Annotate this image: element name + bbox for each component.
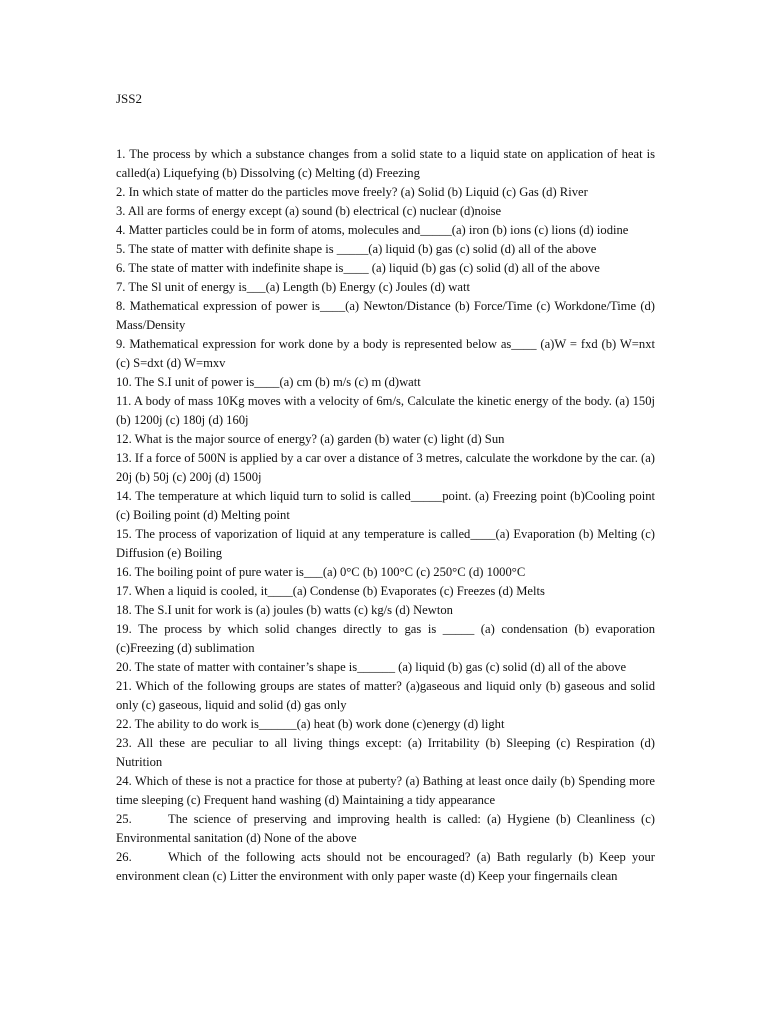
question-number: 2. — [116, 185, 126, 199]
question-number: 6. — [116, 261, 126, 275]
question-number: 26. — [116, 850, 132, 864]
question-number: 11. — [116, 394, 132, 408]
question-1 — [116, 145, 655, 183]
question-25 — [116, 810, 655, 848]
question-23 — [116, 734, 655, 772]
question-text: When a liquid is cooled, it____(a) Condense (b) Evaporates (c) Freezes (d) Melts — [134, 584, 545, 598]
question-21 — [116, 677, 655, 715]
question-11 — [116, 392, 655, 430]
question-text: The state of matter with definite shape is _____(a) liquid (b) gas (c) solid (d) all of the above — [128, 242, 597, 256]
question-number: 16. — [116, 565, 132, 579]
question-number: 19. — [116, 622, 132, 636]
question-2 — [116, 183, 655, 202]
question-19 — [116, 620, 655, 658]
question-text: Which of the following acts should not be encouraged? (a) Bath regularly (b) Keep your environment clean (c) Litter the environment with only paper waste (d) Keep your fingernails clean — [116, 850, 655, 883]
question-14 — [116, 487, 655, 525]
question-22 — [116, 715, 655, 734]
question-5 — [116, 240, 655, 259]
question-text: Which of the following groups are states of matter? (a)gaseous and liquid only (b) gaseous and solid only (c) gaseous, liquid and solid (d) gas only — [116, 679, 655, 712]
question-text: The process by which a substance changes from a solid state to a liquid state on application of heat is called(a) Liquefying (b) Dissolving (c) Melting (d) Freezing — [116, 147, 655, 180]
question-list — [116, 145, 655, 886]
question-20 — [116, 658, 655, 677]
question-number: 15. — [116, 527, 132, 541]
question-number: 24. — [116, 774, 132, 788]
question-text: A body of mass 10Kg moves with a velocity of 6m/s, Calculate the kinetic energy of the body. (a) 150j (b) 1200j (c) 180j (d) 160j — [116, 394, 655, 427]
question-6 — [116, 259, 655, 278]
question-7 — [116, 278, 655, 297]
question-number: 5. — [116, 242, 126, 256]
question-text: The process by which solid changes directly to gas is _____ (a) condensation (b) evaporation (c)Freezing (d) sublimation — [116, 622, 656, 655]
question-text: The S.I unit of power is____(a) cm (b) m/s (c) m (d)watt — [134, 375, 421, 389]
question-3 — [116, 202, 655, 221]
question-text: The S.I unit for work is (a) joules (b) watts (c) kg/s (d) Newton — [134, 603, 453, 617]
question-number: 14. — [116, 489, 132, 503]
question-text: Which of these is not a practice for those at puberty? (a) Bathing at least once daily (b) Spending more time sleeping (c) Frequent hand washing (d) Maintaining a tidy appearance — [116, 774, 655, 807]
question-10 — [116, 373, 655, 392]
question-12 — [116, 430, 655, 449]
question-number: 9. — [116, 337, 126, 351]
question-number: 10. — [116, 375, 132, 389]
question-number: 1. — [116, 147, 126, 161]
question-text: Mathematical expression for work done by a body is represented below as____ (a)W = fxd (b) W=nxt (c) S=dxt (d) W=mxv — [116, 337, 655, 370]
question-18 — [116, 601, 655, 620]
question-16 — [116, 563, 655, 582]
question-text: What is the major source of energy? (a) garden (b) water (c) light (d) Sun — [134, 432, 505, 446]
question-text: The process of vaporization of liquid at any temperature is called____(a) Evaporation (b) Melting (c) Diffusion (e) Boiling — [116, 527, 655, 560]
question-text: In which state of matter do the particles move freely? (a) Solid (b) Liquid (c) Gas (d) River — [128, 185, 588, 199]
question-text: The science of preserving and improving health is called: (a) Hygiene (b) Cleanliness (c) Environmental sanitation (d) None of the above — [116, 812, 655, 845]
question-number: 13. — [116, 451, 132, 465]
question-number: 21. — [116, 679, 132, 693]
question-8 — [116, 297, 655, 335]
question-number: 4. — [116, 223, 126, 237]
question-number: 25. — [116, 812, 132, 826]
question-text: Mathematical expression of power is____(a) Newton/Distance (b) Force/Time (c) Workdone/Time (d) Mass/Density — [116, 299, 655, 332]
question-number: 18. — [116, 603, 132, 617]
question-number: 7. — [116, 280, 126, 294]
question-text: The state of matter with container’s shape is______ (a) liquid (b) gas (c) solid (d) all of the above — [134, 660, 627, 674]
question-number: 12. — [116, 432, 132, 446]
question-text: The Sl unit of energy is___(a) Length (b) Energy (c) Joules (d) watt — [128, 280, 470, 294]
question-number: 20. — [116, 660, 132, 674]
question-text: The ability to do work is______(a) heat (b) work done (c)energy (d) light — [134, 717, 505, 731]
question-number: 17. — [116, 584, 132, 598]
question-number: 8. — [116, 299, 126, 313]
question-4 — [116, 221, 655, 240]
question-number: 3. — [116, 204, 126, 218]
question-13 — [116, 449, 655, 487]
question-text: The boiling point of pure water is___(a) 0°C (b) 100°C (c) 250°C (d) 1000°C — [134, 565, 526, 579]
question-text: All are forms of energy except (a) sound (b) electrical (c) nuclear (d)noise — [127, 204, 502, 218]
question-text: Matter particles could be in form of atoms, molecules and_____(a) iron (b) ions (c) lions (d) iodine — [128, 223, 629, 237]
question-15 — [116, 525, 655, 563]
question-number: 22. — [116, 717, 132, 731]
question-9 — [116, 335, 655, 373]
question-24 — [116, 772, 655, 810]
question-text: If a force of 500N is applied by a car over a distance of 3 metres, calculate the workdone by the car. (a) 20j (b) 50j (c) 200j (d) 1500j — [116, 451, 655, 484]
question-text: The temperature at which liquid turn to solid is called_____point. (a) Freezing point (b)Cooling point (c) Boiling point (d) Melting point — [116, 489, 655, 522]
question-text: The state of matter with indefinite shape is____ (a) liquid (b) gas (c) solid (d) all of the above — [128, 261, 600, 275]
question-number: 23. — [116, 736, 132, 750]
question-17 — [116, 582, 655, 601]
question-text: All these are peculiar to all living things except: (a) Irritability (b) Sleeping (c) Respiration (d) Nutrition — [116, 736, 655, 769]
question-26 — [116, 848, 655, 886]
document-heading: JSS2 — [116, 91, 143, 106]
